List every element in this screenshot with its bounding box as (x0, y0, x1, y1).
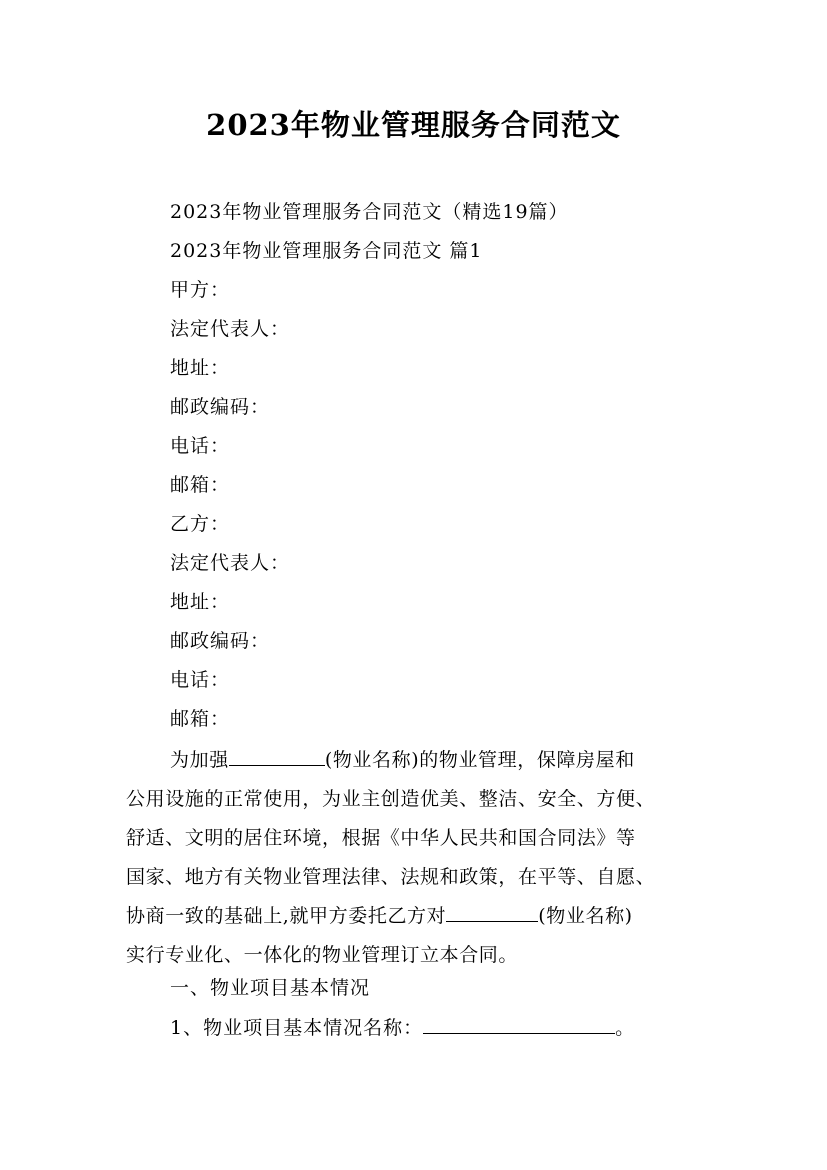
item-1-label: 1、物业项目基本情况名称： (170, 1017, 424, 1039)
preamble-line (126, 741, 701, 780)
item-1-end: 。 (615, 1017, 636, 1039)
party-b-label: 乙方： (170, 513, 231, 535)
party-b-email: 邮箱： (170, 708, 231, 730)
preamble-paragraph (126, 741, 701, 975)
document-subtitle: 2023年物业管理服务合同范文（精选19篇） (170, 201, 569, 223)
document-title: 2023年物业管理服务合同范文 (206, 108, 621, 142)
preamble-text: (物业名称)的物业管理，保障房屋和 (324, 749, 635, 771)
preamble-text: 为加强 (170, 749, 229, 771)
article-1-heading: 一、物业项目基本情况 (170, 977, 371, 999)
party-a-email: 邮箱： (170, 474, 231, 496)
section-heading: 2023年物业管理服务合同范文 篇1 (170, 240, 483, 262)
preamble-line (126, 897, 701, 936)
blank-project-name (423, 1015, 615, 1034)
blank-property-name (446, 903, 538, 922)
party-b-postcode: 邮政编码： (170, 630, 271, 652)
preamble-line: 国家、地方有关物业管理法律、法规和政策，在平等、自愿、 (126, 866, 656, 888)
party-b-phone: 电话： (170, 669, 231, 691)
party-a-postcode: 邮政编码： (170, 396, 271, 418)
item-1-line (170, 1015, 635, 1040)
party-a-phone: 电话： (170, 435, 231, 457)
preamble-line: 公用设施的正常使用，为业主创造优美、整洁、安全、方便、 (126, 788, 656, 810)
preamble-text: (物业名称) (538, 905, 633, 927)
party-a-label: 甲方： (170, 279, 231, 301)
preamble-text: 协商一致的基础上,就甲方委托乙方对 (126, 905, 447, 927)
party-a-representative: 法定代表人： (170, 318, 291, 340)
party-b-address: 地址： (170, 591, 231, 613)
blank-property-name (229, 747, 325, 766)
preamble-line: 实行专业化、一体化的物业管理订立本合同。 (126, 944, 519, 966)
party-a-address: 地址： (170, 357, 231, 379)
party-b-representative: 法定代表人： (170, 552, 291, 574)
preamble-line: 舒适、文明的居住环境，根据《中华人民共和国合同法》等 (126, 827, 636, 849)
